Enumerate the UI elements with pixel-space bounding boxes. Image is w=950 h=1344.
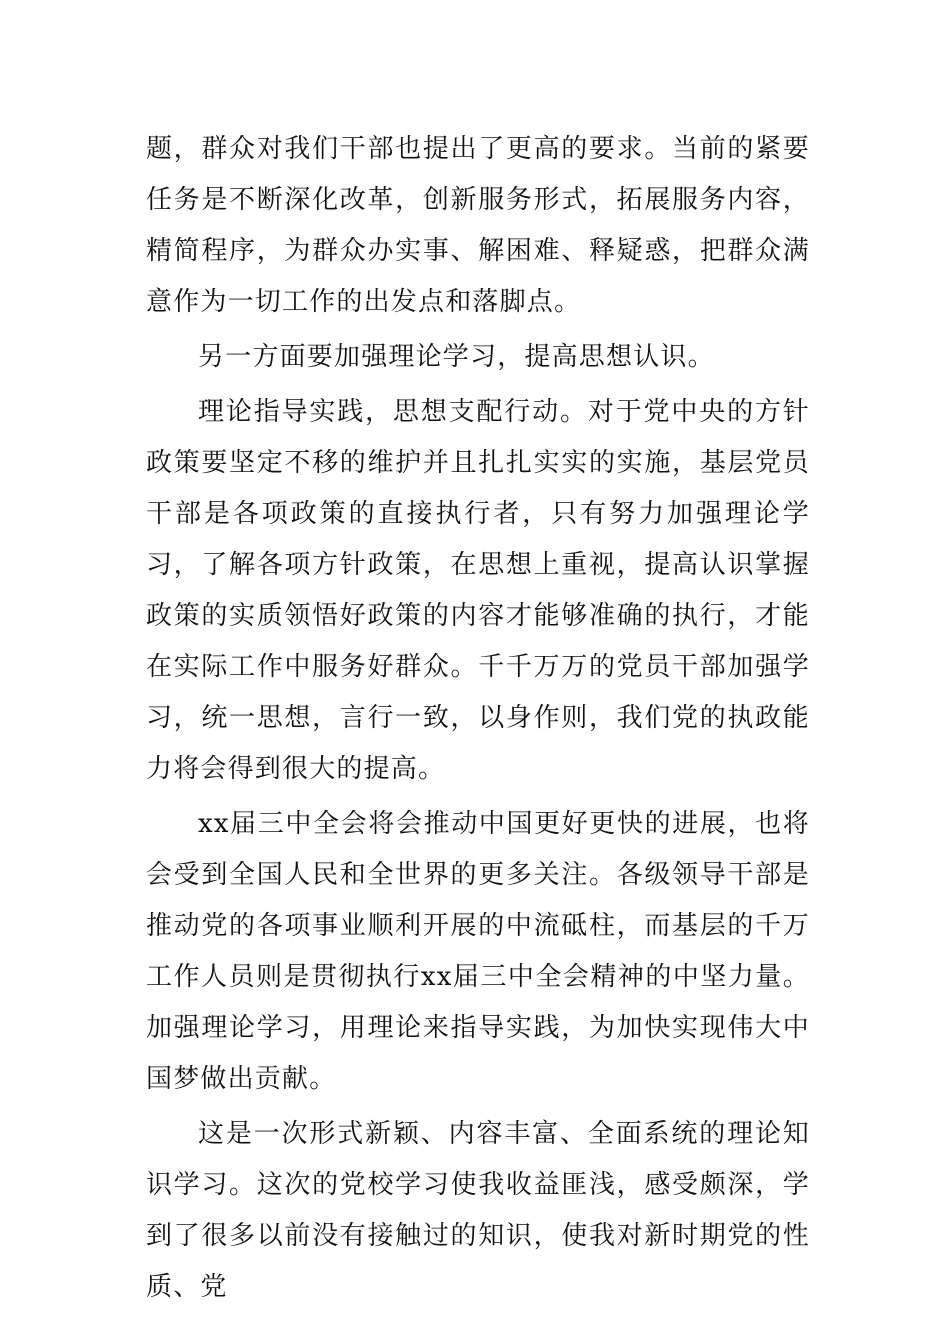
paragraph-theory-study-heading: 另一方面要加强理论学习，提高思想认识。 xyxy=(198,342,715,372)
document-body xyxy=(146,124,810,1317)
paragraph-third-plenum: xx届三中全会将会推动中国更好更快的进展，也将会受到全国人民和全世界的更多关注。各级领导干部是推动党的各项事业顺利开展的中流砥柱，而基层的千万工作人员则是贯彻执行xx届三中全会精神的中坚力量。加强理论学习，用理论来指导实践，为加快实现伟大中国梦做出贡献。 xyxy=(146,809,810,1094)
paragraph-continuation: 题，群众对我们干部也提出了更高的要求。当前的紧要任务是不断深化改革，创新服务形式，拓展服务内容，精简程序，为群众办实事、解困难、释疑惑，把群众满意作为一切工作的出发点和落脚点。 xyxy=(146,134,810,317)
paragraph-party-school-study: 这是一次形式新颖、内容丰富、全面系统的理论知识学习。这次的党校学习使我收益匪浅，感受颇深，学到了很多以前没有接触过的知识，使我对新时期党的性质、党 xyxy=(146,1119,810,1302)
paragraph-theory-practice: 理论指导实践，思想支配行动。对于党中央的方针政策要坚定不移的维护并且扎扎实实的实施，基层党员干部是各项政策的直接执行者，只有努力加强理论学习，了解各项方针政策，在思想上重视，提高认识掌握政策的实质领悟好政策的内容才能够准确的执行，才能在实际工作中服务好群众。千千万万的党员干部加强学习，统一思想，言行一致，以身作则，我们党的执政能力将会得到很大的提高。 xyxy=(146,397,810,784)
